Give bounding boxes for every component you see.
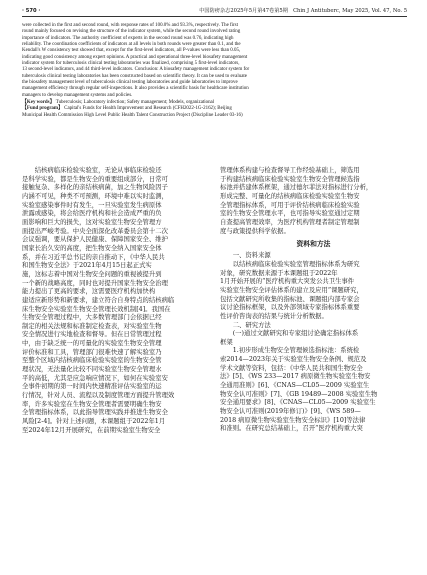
body-text-line: 安全通用要求》[8]、《CNAS—CL05—2009 实验室生	[220, 399, 376, 407]
body-text-line: 实验室生物安全评估体系的建立及应用”课题研究，	[220, 286, 363, 294]
abstract-line: the biosafety management level of tuberculosis clinical testing laboratories and guide laboratories to improve	[22, 80, 238, 86]
body-text-line: 内涵不可见，种类不可预测，环境中难以实时监测，	[22, 192, 168, 200]
body-text-line: 于构建结核病临床检验实验室生物安全管理候选指	[220, 175, 360, 183]
body-text-line: 1月开始开展的“医疗机构重大突发公共卫生事件	[220, 278, 355, 286]
body-text-line: 能力提出了更高的要求，这需要医疗机构加快构	[22, 288, 156, 296]
body-text-line: 和准则。在研究总结基础上，召开“医疗机构重大突	[220, 425, 363, 433]
abstract-line: 13 second-level indicators, and 44 third-level indicators. Conclusion: A biosafety management indicator system for	[22, 67, 250, 73]
body-text-line: 中，由于缺乏统一的可量化的实验室生物安全管理	[22, 340, 162, 348]
body-text-line: 平的高低，尤其是应急响应情况下，如何在实验室安	[22, 374, 168, 382]
data-source-paragraph	[220, 261, 407, 322]
abstract-body	[22, 23, 407, 99]
body-text-line: 物安全认可准则(2019年修订)》[9]、《WS 589—	[220, 408, 361, 416]
section-title: 资料和方法	[296, 240, 331, 249]
body-text-line: 安全情况进行实地检查和督导。但在日常管理过程	[22, 331, 162, 339]
journal-citation: 中国防痨杂志2025年5月第47卷第5期 Chin J Antituberc, May 2025, Vol. 47, No. 5	[199, 8, 407, 14]
body-text-line: 和国生物安全法》于2021年4月15日起正式实	[22, 262, 152, 270]
body-text-line: 法》[5]、《WS 233—2017 病原微生物实验室生物安	[220, 373, 371, 381]
body-text-line: 结核病临床检验实验室，无论从事临床检验还	[34, 167, 162, 174]
intro-paragraph	[22, 167, 209, 435]
body-text-line: 行情况，针对人员、流程以及制度管理方面提升管理效	[22, 392, 175, 400]
keywords-label: 【Key words】	[22, 100, 55, 106]
subsection-methods: 二、研究方法	[232, 321, 271, 329]
page-number: · 570 ·	[22, 8, 41, 14]
abstract-line: Kendall's W consistency test showed that, except for the first-level indicators, all P-values were less than 0.05,	[22, 48, 241, 54]
body-text-line: 对象，研究数据来源于本课题组于2022年	[220, 269, 338, 277]
subsection-data-source: 一、资料来源	[232, 252, 271, 260]
body-text-line: 至整个区域内结核病临床检验实验室的生物安全管	[22, 357, 162, 365]
body-text-line: 床生物安全实验室生物安全管理长效机制[4]。我国在	[22, 305, 171, 313]
body-text-line: 国家长治久安的高度，把生物安全纳入国家安全体	[22, 244, 162, 252]
body-text-line: 实验室感染事件时有发生，一旦实验室发生病原体	[22, 201, 162, 209]
abstract-line: tuberculosis clinical testing laboratories has been constructed based on scientific theory. It can be used to evaluate	[22, 73, 247, 79]
body-text-line: 全管理指标体系，以此指导管理实践并推进生物安全	[22, 409, 168, 417]
fund-text-2: Municipal Health Commission High Level Public Health Talent Construction Project (Discipline Leader 03-16)	[22, 112, 243, 118]
framework-paragraph	[220, 347, 407, 434]
fund-label: 【Fund program】	[22, 106, 63, 112]
body-text-line: 物安全认可准则》[7]、《GB 19489—2008 实验室生物	[220, 390, 378, 398]
journal-page	[22, 6, 407, 569]
abstract-line: were collected in the first and second round, with response rates of 100.0% and 93.3%, respectively. The first	[22, 23, 238, 28]
abstract-line: round mainly focused on revising the structure of the indicator system, while the second round involved rating	[22, 29, 241, 35]
body-text-line: 度与政策提供科学依据。	[220, 227, 290, 235]
abstract-line: managers to develop management systems and policies.	[22, 92, 133, 98]
running-header	[22, 6, 407, 17]
body-text-line: 全管理指标体系，可用于评价结核病临床检验实验	[220, 201, 360, 209]
body-text-line: 泄露或感染，将会给医疗机构和社会造成严重的负	[22, 210, 162, 218]
body-text-line: 制定的相关法规和标准制定检查表，对实验室生物	[22, 322, 162, 330]
body-text-line: 一个新的战略高度，同时也对提升国家生物安全治理	[22, 279, 168, 287]
subsection-framework: (一)通过文献研究和专家组讨论确定指标体系	[232, 330, 359, 338]
body-text-line: 风险[2-4]。针对上述问题，本课题组于2022年1月	[22, 418, 166, 426]
body-text-line: 建适应新形势和新要求，建立符合自身特点的结核病临	[22, 296, 175, 304]
body-text-line: 1.初步形成生物安全管理候选指标池：系统检	[232, 347, 360, 355]
body-text-line: 全通用准则》[6]、《CNAS—CL05—2009 实验室生	[220, 382, 370, 390]
body-text-line: 自查提高管理效率，为医疗机构管理者制定管理制	[220, 218, 360, 226]
right-column	[220, 167, 407, 435]
body-text-line: 至2024年12月开展研究，在前期实验室生物安全	[22, 426, 161, 434]
body-text-line: 面提出严峻考验。中央全面深化改革委员会第十二次	[22, 227, 168, 235]
body-text-line: 形成完整、可量化的结核病临床检验实验室生物安	[220, 192, 360, 200]
body-text-line: 标池并搭建体系框架，通过德尔菲法对指标进行分析，	[220, 184, 373, 192]
left-column	[22, 167, 209, 435]
body-text-line: 以结核病临床检验实验室管理指标体系为研究	[232, 260, 360, 268]
body-text-line: 率，许多实验室在生物安全管理者需要明确生物安	[22, 400, 162, 408]
abstract-line: indicating good consistency among expert opinions. A practical and operational three-level biosafety management	[22, 54, 248, 60]
body-text-line: 会议强调，要从保护人民健康、保障国家安全、维护	[22, 236, 168, 244]
abstract-line: importance of indicators. The authority coefficient of experts in the second round was 0.76, indicating high	[22, 35, 234, 41]
body-text-line: 性评价咨询表的结果与统计分析数据。	[220, 312, 328, 320]
body-text-line: 系，并在习近平总书记的亲自推动下，《中华人民共	[22, 253, 165, 261]
abstract-line: management efficiency through regular self-inspections. It also provides a scientific basis for healthcare institution	[22, 86, 249, 92]
subsection-framework-cont: 框架	[220, 338, 233, 346]
body-text-line: 生物安全管理过程中，大多数管理部门会依据已经	[22, 314, 162, 322]
body-text-line: 2018 病原微生物实验室生物安全标识》[10]等法律	[220, 416, 366, 424]
body-text-line: 全事件初期的第一时间内快速精准评估实验室的运	[22, 383, 162, 391]
body-text-line: 理状况，无法量化比较不同实验室生物安全管理水	[22, 366, 162, 374]
english-abstract	[22, 23, 407, 119]
fund-line	[22, 106, 407, 119]
body-text-line: 是科学实验，都是生物安全的重要组成部分，日常可	[22, 175, 168, 183]
body-text-line: 议讨论指标框架，以及外部领域专家指标体系重要	[220, 304, 360, 312]
body-text-line: 面影响和巨大的损失，这对实验室生物安全管理方	[22, 218, 162, 226]
body-text-line: 施，这标志着中国对生物安全问题的重视被提升到	[22, 270, 162, 278]
body-text-line: 评价标准和工具，管理部门很难快速了解实验室乃	[22, 348, 162, 356]
body-text-line: 室的生物安全管理水平，也可指导实验室通过定期	[220, 210, 360, 218]
body-columns	[22, 167, 407, 435]
fund-text-1: Capital's Funds for Health Improvement and Research (CFH2022-1G-2162); Beijing	[64, 106, 232, 112]
body-text-line: 接触复杂、多样化的亲结核病菌，加之生物风险因子	[22, 184, 168, 192]
intro-paragraph-continued	[220, 167, 407, 236]
keywords-text: Tuberculosis; Laboratory infection; Safety management; Models, organizational	[55, 100, 215, 106]
body-text-line: 索2014—2023年关于实验室生物安全条例、规范及	[220, 356, 367, 364]
abstract-line: reliability. The coordination coefficients of indicators at all levels in both rounds were greater than 0.1, and the	[22, 42, 241, 48]
body-text-line: 学术文献等资料，包括：《中华人民共和国生物安全	[220, 364, 363, 372]
body-text-line: 包括文献研究所收集的指标池、课题组内部专家会	[220, 295, 360, 303]
body-text-line: 管理体系构建与检查督导工作经验基础上，筛选用	[220, 167, 360, 174]
abstract-line: indicator system for tuberculosis clinical testing laboratories was finalized, comprising 5 first-level indicators,	[22, 61, 240, 67]
